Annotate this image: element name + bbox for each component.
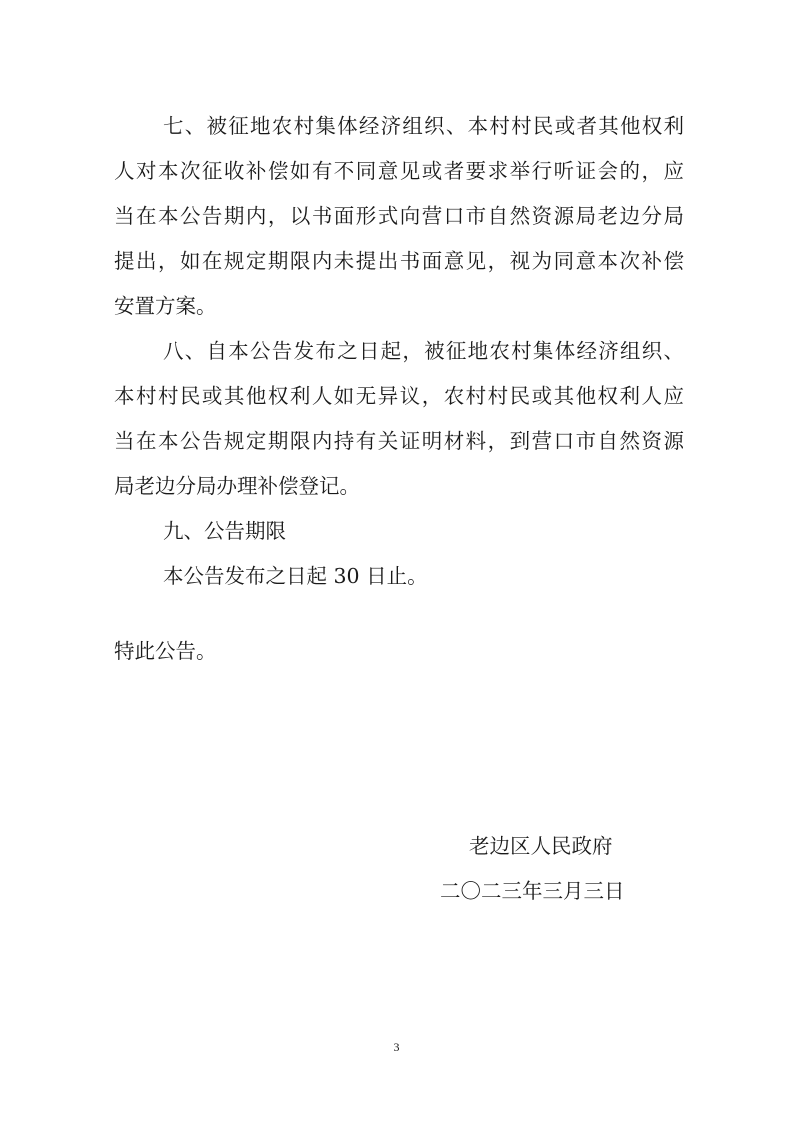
- paragraph-7-line-5: 安置方案。: [114, 294, 217, 318]
- closing-text: 特此公告。: [114, 639, 217, 663]
- issuer-name: 老边区人民政府: [469, 834, 613, 858]
- paragraph-7-line-4: 提出，如在规定期限内未提出书面意见，视为同意本次补偿: [114, 249, 684, 273]
- paragraph-9-heading: 九、公告期限: [163, 519, 286, 543]
- issue-date: 二〇二三年三月三日: [440, 879, 625, 903]
- paragraph-7-line-2: 人对本次征收补偿如有不同意见或者要求举行听证会的，应: [114, 159, 684, 183]
- paragraph-9-body: 本公告发布之日起 30 日止。: [163, 564, 428, 588]
- paragraph-8-line-4: 局老边分局办理补偿登记。: [114, 474, 360, 498]
- paragraph-8-line-2: 本村村民或其他权利人如无异议，农村村民或其他权利人应: [114, 384, 684, 408]
- paragraph-7-line-3: 当在本公告期内，以书面形式向营口市自然资源局老边分局: [114, 204, 684, 228]
- page-number: 3: [393, 1040, 400, 1054]
- paragraph-8-line-1: 八、自本公告发布之日起，被征地农村集体经济组织、: [163, 339, 684, 363]
- paragraph-7-line-1: 七、被征地农村集体经济组织、本村村民或者其他权利: [163, 114, 684, 138]
- paragraph-8-line-3: 当在本公告规定期限内持有关证明材料，到营口市自然资源: [114, 429, 684, 453]
